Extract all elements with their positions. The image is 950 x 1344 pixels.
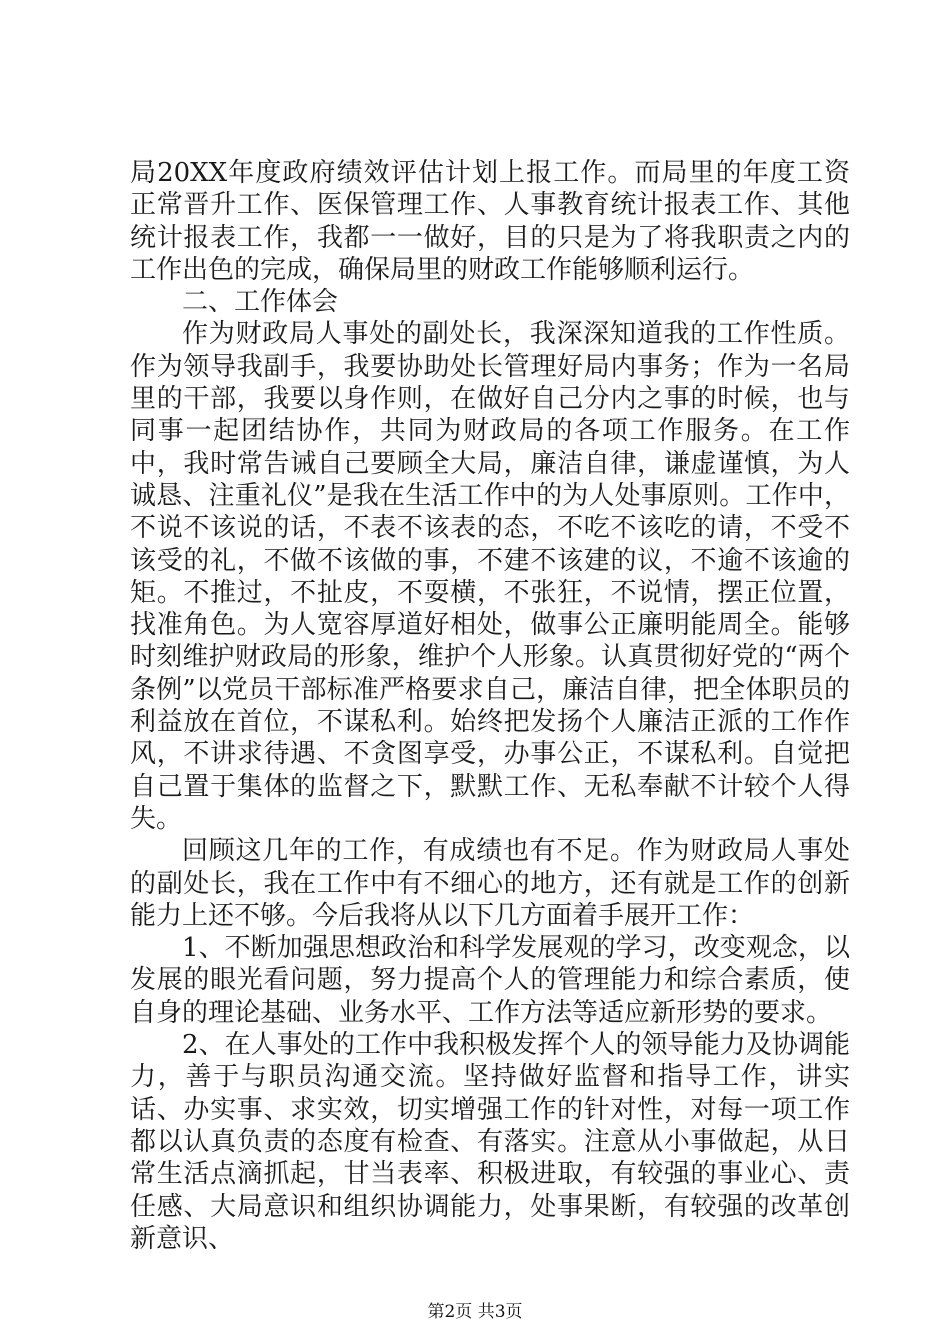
list-item-2: 2、在人事处的工作中我积极发挥个人的领导能力及协调能力，善于与职员沟通交流。坚持做好监督和指导工作，讲实话、办实事、求实效，切实增强工作的针对性，对每一项工作都以认真负责的态度有检查、有落实。注意从小事做起，从日常生活点滴抓起，甘当表率、积极进取，有较强的事业心、责任感、大局意识和组织协调能力，处事果断，有较强的改革创新意识、 [130, 1030, 850, 1254]
section-heading: 二、工作体会 [182, 287, 339, 318]
paragraph-continued: 局20XX年度政府绩效评估计划上报工作。而局里的年度工资正常晋升工作、医保管理工作、人事教育统计报表工作、其他统计报表工作，我都一一做好，目的只是为了将我职责之内的工作出色的完成，确保局里的财政工作能够顺利运行。 [130, 158, 850, 285]
page-footer: 第2页 共3页 [427, 1302, 523, 1322]
paragraph: 作为财政局人事处的副处长，我深深知道我的工作性质。作为领导我副手，我要协助处长管理好局内事务；作为一名局里的干部，我要以身作则，在做好自己分内之事的时候，也与同事一起团结协作，共同为财政局的各项工作服务。在工作中，我时常告诫自己要顾全大局，廉洁自律，谦虚谨慎，为人诚恳、注重礼仪”是我在生活工作中的为人处事原则。工作中，不说不该说的话，不表不该表的态，不吃不该吃的请，不受不该受的礼，不做不该做的事，不建不该建的议，不逾不该逾的矩。不推过，不扯皮，不耍横，不张狂，不说情，摆正位置，找准角色。为人宽容厚道好相处，做事公正廉明能周全。能够时刻维护财政局的形象，维护个人形象。认真贯彻好党的“两个条例”以党员干部标准严格要求自己，廉洁自律，把全体职员的利益放在首位，不谋私利。始终把发扬个人廉洁正派的工作作风，不讲求待遇、不贪图享受，办事公正，不谋私利。自觉把自己置于集体的监督之下，默默工作、无私奉献不计较个人得失。 [130, 319, 850, 834]
document-body [130, 157, 850, 1255]
list-item-1: 1、不断加强思想政治和科学发展观的学习，改变观念，以发展的眼光看问题，努力提高个人的管理能力和综合素质，使自身的理论基础、业务水平、工作方法等适应新形势的要求。 [130, 933, 850, 1028]
paragraph: 回顾这几年的工作，有成绩也有不足。作为财政局人事处的副处长，我在工作中有不细心的地方，还有就是工作的创新能力上还不够。今后我将从以下几方面着手展开工作： [130, 836, 850, 931]
